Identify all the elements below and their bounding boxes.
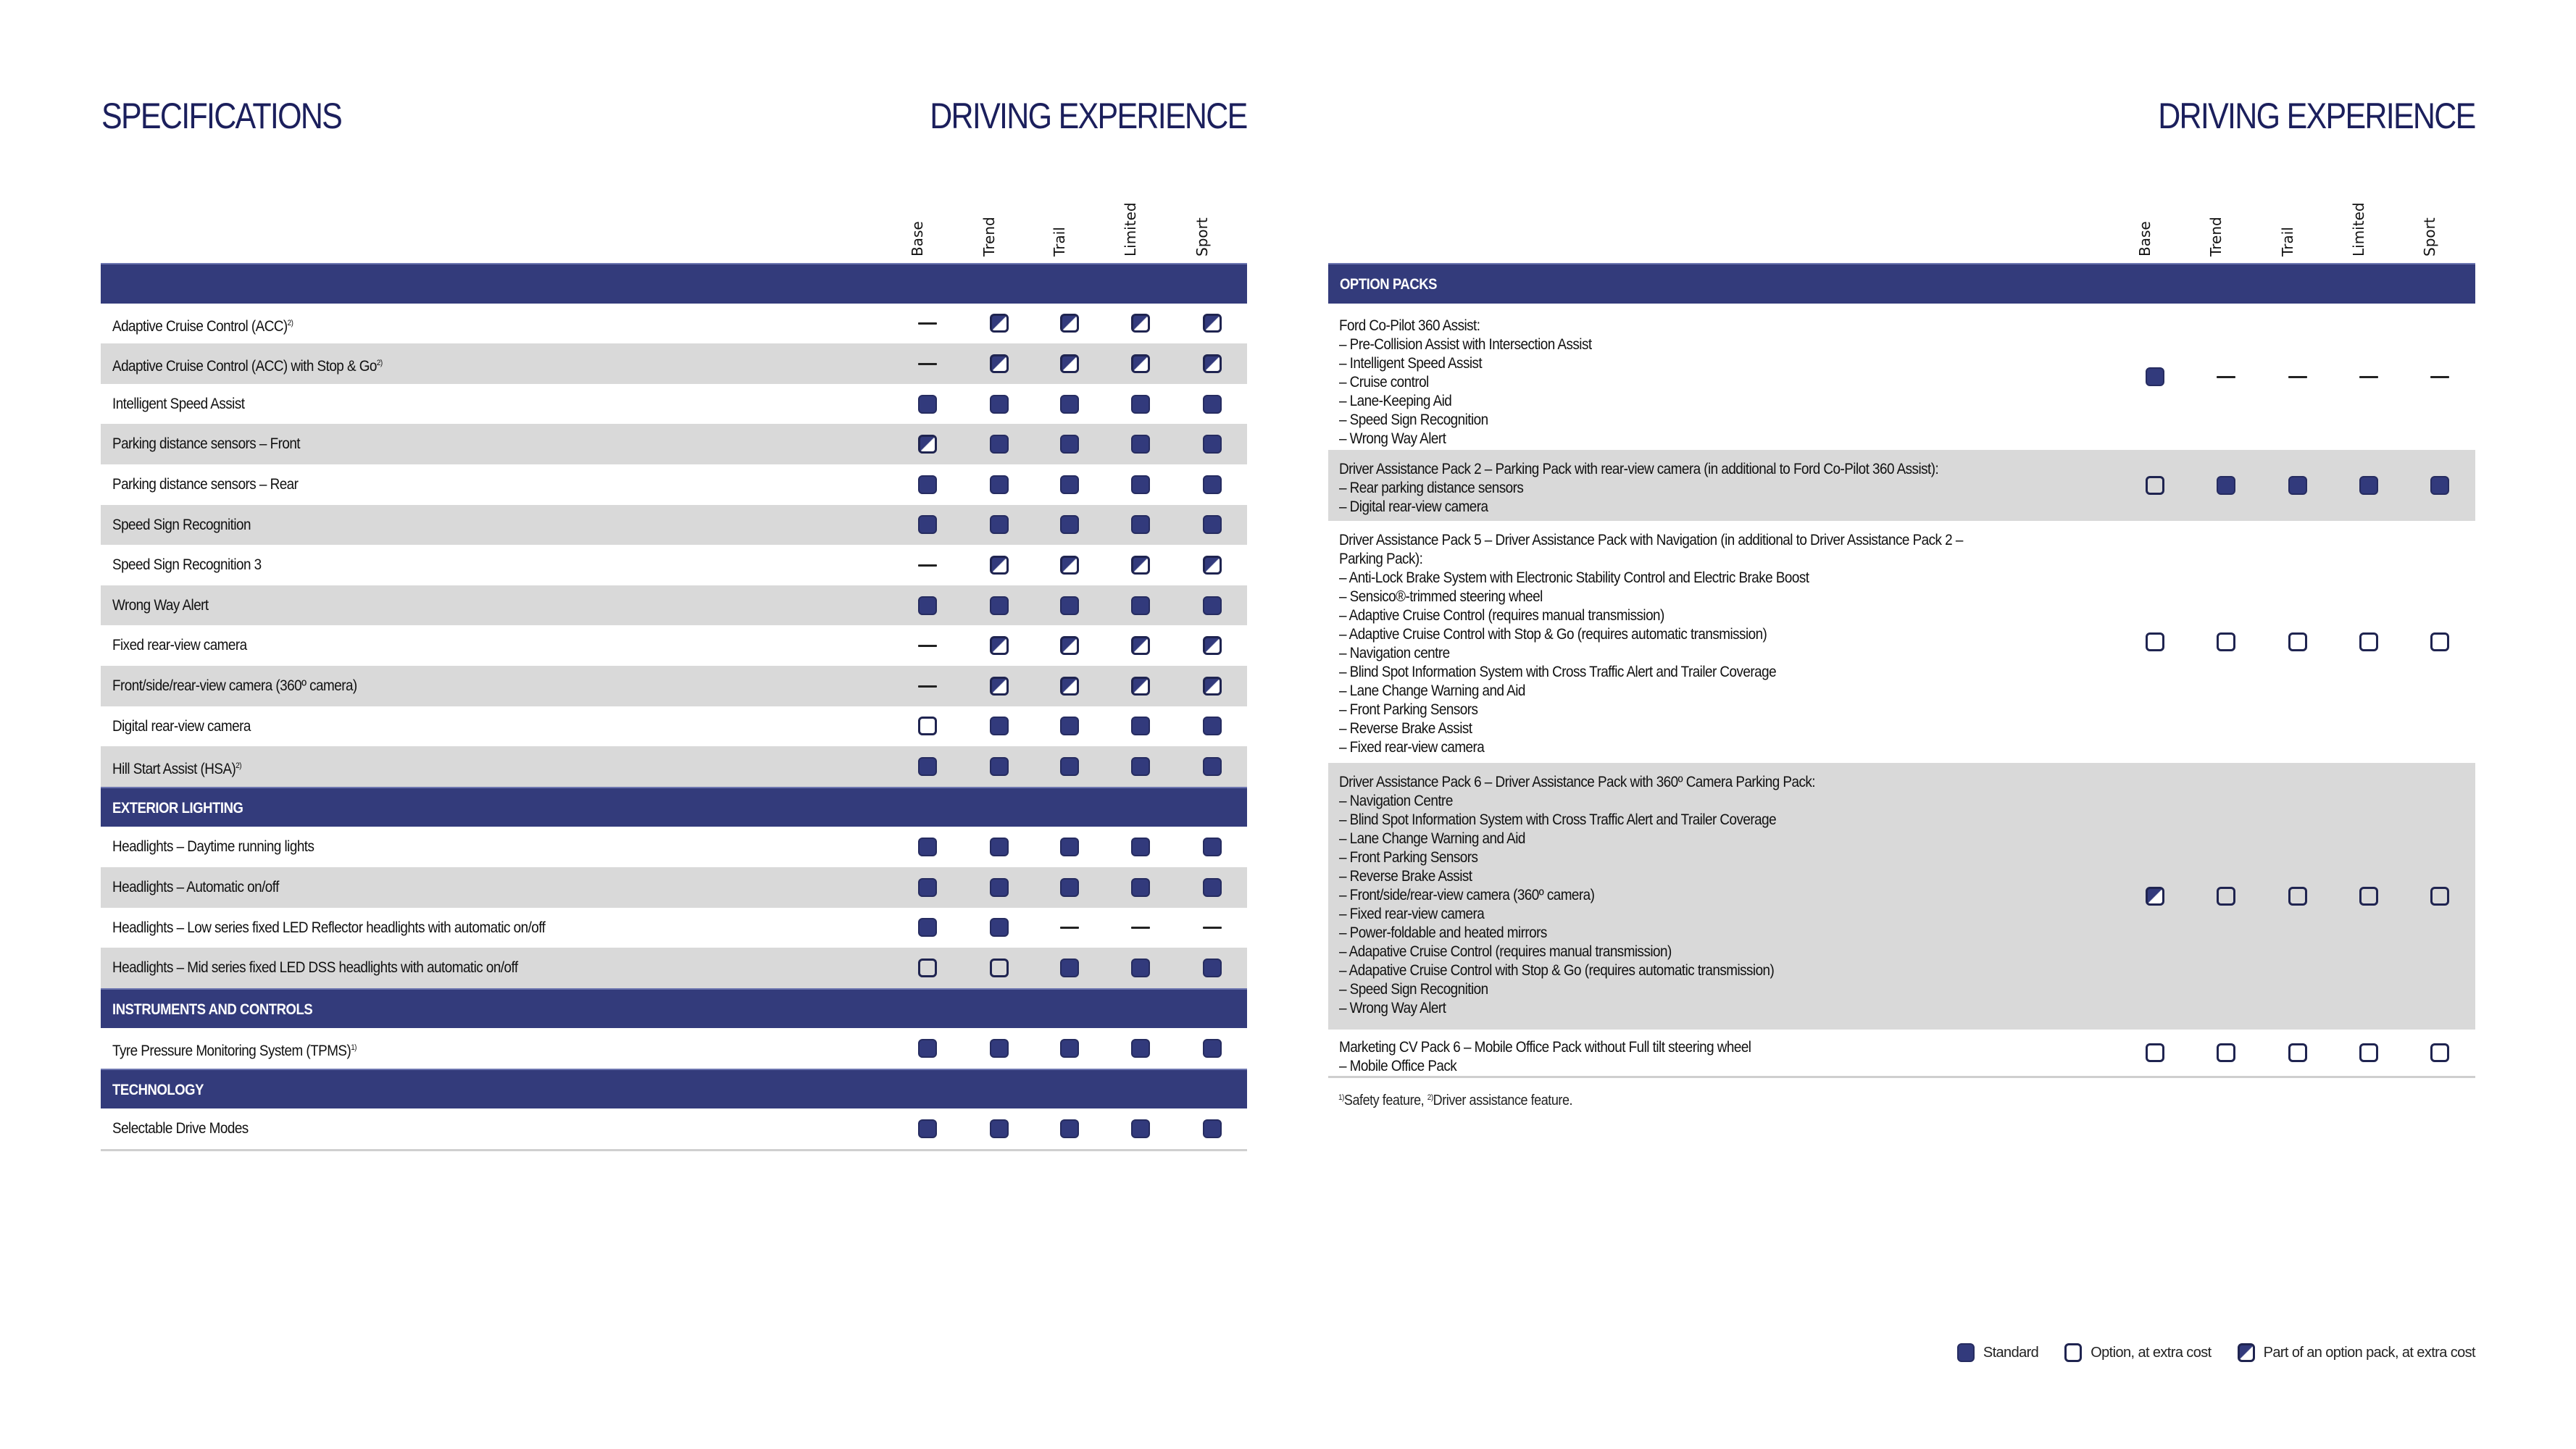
standard-icon (990, 757, 1009, 776)
option-pack-item: – Anti-Lock Brake System with Electronic Stability Control and Electric Brake Boost (1339, 569, 1809, 586)
section-header (101, 1069, 1247, 1109)
option-pack-item: – Adaptive Cruise Control (requires manual transmission) (1339, 606, 1664, 624)
option-icon (2146, 476, 2164, 495)
column-headers-left (101, 196, 1260, 261)
option-pack-icon (1131, 677, 1150, 696)
standard-icon (1131, 1119, 1150, 1138)
feature-name: Selectable Drive Modes (112, 1120, 249, 1137)
standard-icon (990, 515, 1009, 534)
section-header-label: OPTION PACKS (1340, 276, 1438, 293)
table-row (101, 908, 1247, 948)
standard-icon (2359, 476, 2378, 495)
table-row (101, 424, 1247, 464)
option-pack-item: – Pre-Collision Assist with Intersection Assist (1339, 335, 1592, 353)
standard-icon (2146, 367, 2164, 386)
option-pack-row (1328, 1030, 2475, 1076)
standard-icon (1203, 1039, 1222, 1058)
column-header-label: Limited (1122, 202, 1139, 256)
option-pack-icon (1060, 354, 1079, 373)
feature-name: Speed Sign Recognition 3 (112, 556, 262, 574)
row-values (101, 304, 1247, 344)
row-values (1328, 1030, 2475, 1076)
table-row (101, 827, 1247, 867)
standard-icon (1060, 435, 1079, 454)
option-pack-row (1328, 763, 2475, 1030)
feature-name: Speed Sign Recognition (112, 516, 251, 533)
column-header-label: Base (909, 221, 926, 256)
standard-icon (918, 878, 937, 897)
option-pack-icon (1203, 556, 1222, 575)
standard-icon (1203, 515, 1222, 534)
table-row (101, 545, 1247, 585)
standard-icon (2288, 476, 2307, 495)
column-header-label: Sport (1193, 217, 1211, 256)
option-pack-item: – Power-foldable and heated mirrors (1339, 924, 1547, 941)
option-packs-table (1328, 263, 2475, 1078)
standard-icon (1060, 1119, 1079, 1138)
option-pack-item: – Front Parking Sensors (1339, 848, 1478, 866)
standard-icon (1131, 959, 1150, 977)
standard-icon (1060, 757, 1079, 776)
row-values (101, 384, 1247, 425)
feature-name: Tyre Pressure Monitoring System (TPMS) (112, 1043, 351, 1060)
section-header-option-packs (1328, 263, 2475, 304)
footnote-text-2: Driver assistance feature. (1433, 1093, 1573, 1108)
option-pack-icon (1060, 677, 1079, 696)
option-pack-icon (1131, 354, 1150, 373)
standard-icon (990, 717, 1009, 735)
table-row (101, 384, 1247, 425)
option-pack-item: – Digital rear-view camera (1339, 498, 1488, 515)
option-pack-item: – Cruise control (1339, 373, 1429, 391)
footnote-ref: 2) (287, 318, 293, 327)
standard-icon (1203, 1119, 1222, 1138)
table-row (101, 746, 1247, 787)
row-values (101, 464, 1247, 505)
row-values (101, 1028, 1247, 1069)
table-row (101, 1108, 1247, 1149)
standard-icon (990, 1039, 1009, 1058)
standard-icon (918, 395, 937, 414)
option-pack-icon (1131, 636, 1150, 655)
option-icon (918, 959, 937, 977)
standard-icon (1203, 435, 1222, 454)
option-pack-item: Parking Pack): (1339, 550, 1423, 567)
standard-icon (1131, 596, 1150, 615)
option-icon (2146, 632, 2164, 651)
standard-icon (1203, 475, 1222, 494)
feature-name: Front/side/rear-view camera (360º camera) (112, 677, 357, 694)
row-values (101, 827, 1247, 867)
option-pack-title: Driver Assistance Pack 2 – Parking Pack with rear-view camera (in additional to Ford Co-Pilot 360 Assist): (1339, 460, 1939, 477)
not-available-dash-icon (1060, 927, 1079, 929)
option-pack-item: – Intelligent Speed Assist (1339, 354, 1483, 372)
table-row (101, 585, 1247, 626)
standard-icon (1203, 838, 1222, 856)
table-bottom-rule (101, 1149, 1247, 1151)
not-available-dash-icon (918, 322, 937, 325)
section-header (101, 787, 1247, 827)
feature-name: Headlights – Automatic on/off (112, 878, 279, 895)
table-row (101, 1028, 1247, 1069)
standard-icon (1131, 395, 1150, 414)
standard-icon (918, 515, 937, 534)
option-pack-item: – Lane Change Warning and Aid (1339, 830, 1525, 847)
option-icon (2217, 887, 2235, 906)
table-bottom-rule (1328, 1076, 2475, 1078)
option-pack-item: – Reverse Brake Assist (1339, 867, 1472, 885)
table-row (101, 666, 1247, 706)
page-title-driving-experience-left: DRIVING EXPERIENCE (930, 96, 1247, 136)
option-pack-icon (990, 314, 1009, 333)
column-header-label: Limited (2350, 202, 2367, 256)
option-pack-icon (1131, 314, 1150, 333)
standard-icon (1131, 838, 1150, 856)
standard-icon (1131, 515, 1150, 534)
feature-name: Wrong Way Alert (112, 596, 209, 614)
standard-icon (990, 838, 1009, 856)
legend-label-pack: Part of an option pack, at extra cost (2263, 1344, 2475, 1361)
standard-icon (1060, 475, 1079, 494)
option-icon (990, 959, 1009, 977)
option-icon (2359, 887, 2378, 906)
standard-icon (1060, 878, 1079, 897)
legend-item-standard (1957, 1343, 2038, 1362)
specifications-table (101, 263, 1247, 1151)
footnote-ref: 2) (376, 359, 383, 368)
option-icon (2430, 887, 2449, 906)
option-icon (2430, 1043, 2449, 1062)
page-title-specifications: SPECIFICATIONS (101, 96, 342, 136)
row-values (1328, 450, 2475, 521)
option-icon (2217, 632, 2235, 651)
option-icon (2359, 632, 2378, 651)
row-values (101, 343, 1247, 384)
standard-icon (990, 878, 1009, 897)
option-pack-title: Driver Assistance Pack 6 – Driver Assistance Pack with 360º Camera Parking Pack: (1339, 773, 1815, 790)
option-pack-item: – Adapative Cruise Control (requires manual transmission) (1339, 943, 1672, 960)
standard-icon (1957, 1343, 1975, 1362)
footnote-marker-1: 1) (1338, 1093, 1344, 1102)
standard-icon (1060, 717, 1079, 735)
section-header (101, 988, 1247, 1029)
standard-icon (918, 1039, 937, 1058)
standard-icon (1203, 596, 1222, 615)
standard-icon (1060, 515, 1079, 534)
standard-icon (1203, 395, 1222, 414)
standard-icon (918, 757, 937, 776)
column-headers-right (1328, 196, 2488, 261)
option-pack-icon (990, 677, 1009, 696)
section-header-label: TECHNOLOGY (112, 1081, 204, 1098)
option-pack-item: – Adapative Cruise Control with Stop & Go (requires automatic transmission) (1339, 961, 1775, 979)
not-available-dash-icon (1131, 927, 1150, 929)
table-row (101, 464, 1247, 505)
option-pack-item: – Lane-Keeping Aid (1339, 392, 1452, 409)
option-pack-item: – Reverse Brake Assist (1339, 719, 1472, 737)
option-pack-row (1328, 304, 2475, 450)
row-values (101, 545, 1247, 585)
standard-icon (1131, 717, 1150, 735)
standard-icon (990, 918, 1009, 937)
option-pack-icon (1203, 636, 1222, 655)
standard-icon (1131, 435, 1150, 454)
row-values (101, 424, 1247, 464)
feature-name: Adaptive Cruise Control (ACC) (112, 317, 288, 335)
not-available-dash-icon (2359, 376, 2378, 378)
row-values (101, 706, 1247, 747)
standard-icon (990, 435, 1009, 454)
row-values (101, 908, 1247, 948)
row-values (101, 948, 1247, 988)
feature-name: Adaptive Cruise Control (ACC) with Stop & Go (112, 358, 377, 375)
standard-icon (1203, 878, 1222, 897)
not-available-dash-icon (918, 685, 937, 688)
column-header-label: Base (2136, 221, 2154, 256)
not-available-dash-icon (2288, 376, 2307, 378)
option-icon (2430, 632, 2449, 651)
standard-icon (990, 596, 1009, 615)
standard-icon (1203, 757, 1222, 776)
standard-icon (1131, 1039, 1150, 1058)
standard-icon (1203, 717, 1222, 735)
option-pack-item: – Navigation centre (1339, 644, 1450, 661)
footnote-ref: 2) (235, 761, 242, 771)
standard-icon (1060, 596, 1079, 615)
option-pack-icon (1203, 314, 1222, 333)
table-row (101, 343, 1247, 384)
table-row (101, 706, 1247, 747)
footnote-text-1: Safety feature, (1343, 1093, 1427, 1108)
table-row (101, 505, 1247, 546)
footnote-marker-2: 2) (1427, 1093, 1433, 1102)
standard-icon (990, 1119, 1009, 1138)
standard-icon (918, 596, 937, 615)
option-icon (2146, 1043, 2164, 1062)
column-header-label: Trail (1051, 227, 1068, 256)
option-pack-item: – Speed Sign Recognition (1339, 411, 1488, 428)
feature-name: Headlights – Mid series fixed LED DSS headlights with automatic on/off (112, 959, 518, 977)
standard-icon (918, 838, 937, 856)
option-icon (2288, 1043, 2307, 1062)
option-pack-item: – Blind Spot Information System with Cross Traffic Alert and Trailer Coverage (1339, 811, 1777, 828)
feature-name: Headlights – Daytime running lights (112, 838, 314, 856)
standard-icon (918, 1119, 937, 1138)
option-icon (2288, 632, 2307, 651)
feature-name: Fixed rear-view camera (112, 637, 247, 654)
option-pack-icon (1131, 556, 1150, 575)
standard-icon (990, 395, 1009, 414)
feature-name: Headlights – Low series fixed LED Reflector headlights with automatic on/off (112, 919, 546, 936)
feature-name: Hill Start Assist (HSA) (112, 761, 236, 778)
row-values (101, 666, 1247, 706)
option-pack-item: – Front/side/rear-view camera (360º camera) (1339, 886, 1595, 903)
row-values (101, 867, 1247, 908)
legend-item-option (2064, 1343, 2211, 1362)
not-available-dash-icon (2430, 376, 2449, 378)
not-available-dash-icon (918, 645, 937, 647)
option-pack-item: – Rear parking distance sensors (1339, 479, 1524, 496)
feature-name: Parking distance sensors – Rear (112, 475, 299, 493)
option-pack-item: – Wrong Way Alert (1339, 430, 1446, 447)
column-header-label: Trend (980, 217, 998, 256)
row-values (1328, 763, 2475, 1030)
table-row (101, 867, 1247, 908)
option-pack-icon (990, 636, 1009, 655)
option-icon (2288, 887, 2307, 906)
legend-label-standard: Standard (1983, 1344, 2039, 1361)
option-pack-row (1328, 521, 2475, 763)
option-pack-icon (990, 556, 1009, 575)
option-pack-title: Ford Co-Pilot 360 Assist: (1339, 317, 1480, 334)
option-pack-item: – Speed Sign Recognition (1339, 980, 1488, 998)
standard-icon (1060, 1039, 1079, 1058)
standard-icon (1131, 757, 1150, 776)
option-pack-item: – Adaptive Cruise Control with Stop & Go (requires automatic transmission) (1339, 625, 1767, 643)
option-pack-item: – Fixed rear-view camera (1339, 738, 1485, 756)
column-header-label: Sport (2421, 217, 2438, 256)
standard-icon (1203, 959, 1222, 977)
row-values (101, 1108, 1247, 1149)
option-icon (2359, 1043, 2378, 1062)
option-pack-item: – Sensico®-trimmed steering wheel (1339, 588, 1543, 605)
footnote-ref: 1) (351, 1043, 357, 1053)
table-row (101, 625, 1247, 666)
standard-icon (1060, 395, 1079, 414)
feature-name: Parking distance sensors – Front (112, 435, 301, 453)
option-pack-row (1328, 450, 2475, 521)
option-pack-icon (918, 435, 937, 454)
standard-icon (2217, 476, 2235, 495)
standard-icon (1131, 475, 1150, 494)
section-header-label: INSTRUMENTS AND CONTROLS (112, 1001, 313, 1018)
section-header-label: EXTERIOR LIGHTING (112, 799, 243, 817)
option-icon (2064, 1343, 2082, 1362)
page-title-driving-experience-right: DRIVING EXPERIENCE (2158, 96, 2475, 136)
standard-icon (1060, 838, 1079, 856)
feature-name: Intelligent Speed Assist (112, 395, 245, 412)
option-pack-item: – Navigation Centre (1339, 792, 1453, 809)
option-pack-icon (1203, 354, 1222, 373)
row-values (101, 746, 1247, 787)
option-pack-title: Marketing CV Pack 6 – Mobile Office Pack without Full tilt steering wheel (1339, 1038, 1751, 1056)
standard-icon (1131, 878, 1150, 897)
standard-icon (1060, 959, 1079, 977)
option-icon (2217, 1043, 2235, 1062)
row-values (101, 585, 1247, 626)
column-header-label: Trail (2279, 227, 2296, 256)
option-pack-item: – Lane Change Warning and Aid (1339, 682, 1525, 699)
legend-label-option: Option, at extra cost (2091, 1344, 2212, 1361)
not-available-dash-icon (1203, 927, 1222, 929)
legend (1931, 1342, 2475, 1364)
option-pack-icon (1060, 636, 1079, 655)
table-row (101, 304, 1247, 344)
section-header (101, 263, 1247, 304)
not-available-dash-icon (2217, 376, 2235, 378)
row-values (1328, 304, 2475, 450)
option-pack-icon (2238, 1343, 2255, 1362)
standard-icon (918, 918, 937, 937)
option-pack-item: – Blind Spot Information System with Cross Traffic Alert and Trailer Coverage (1339, 663, 1777, 680)
feature-name: Digital rear-view camera (112, 717, 251, 735)
option-pack-icon (990, 354, 1009, 373)
legend-item-pack (2238, 1343, 2475, 1362)
row-values (1328, 521, 2475, 763)
not-available-dash-icon (918, 564, 937, 567)
not-available-dash-icon (918, 363, 937, 365)
option-pack-title: Driver Assistance Pack 5 – Driver Assistance Pack with Navigation (in additional to Driver Assistance Pack 2 – (1339, 531, 1963, 548)
standard-icon (990, 475, 1009, 494)
table-row (101, 948, 1247, 988)
option-pack-item: – Wrong Way Alert (1339, 999, 1446, 1016)
option-pack-item: – Fixed rear-view camera (1339, 905, 1485, 922)
option-pack-icon (1060, 314, 1079, 333)
standard-icon (918, 475, 937, 494)
option-pack-icon (1203, 677, 1222, 696)
footnote (1338, 1093, 1572, 1109)
option-pack-icon (2146, 887, 2164, 906)
option-pack-item: – Mobile Office Pack (1339, 1057, 1457, 1074)
row-values (101, 625, 1247, 666)
standard-icon (2430, 476, 2449, 495)
row-values (101, 505, 1247, 546)
option-pack-item: – Front Parking Sensors (1339, 701, 1478, 718)
option-icon (918, 717, 937, 735)
option-pack-icon (1060, 556, 1079, 575)
column-header-label: Trend (2207, 217, 2225, 256)
